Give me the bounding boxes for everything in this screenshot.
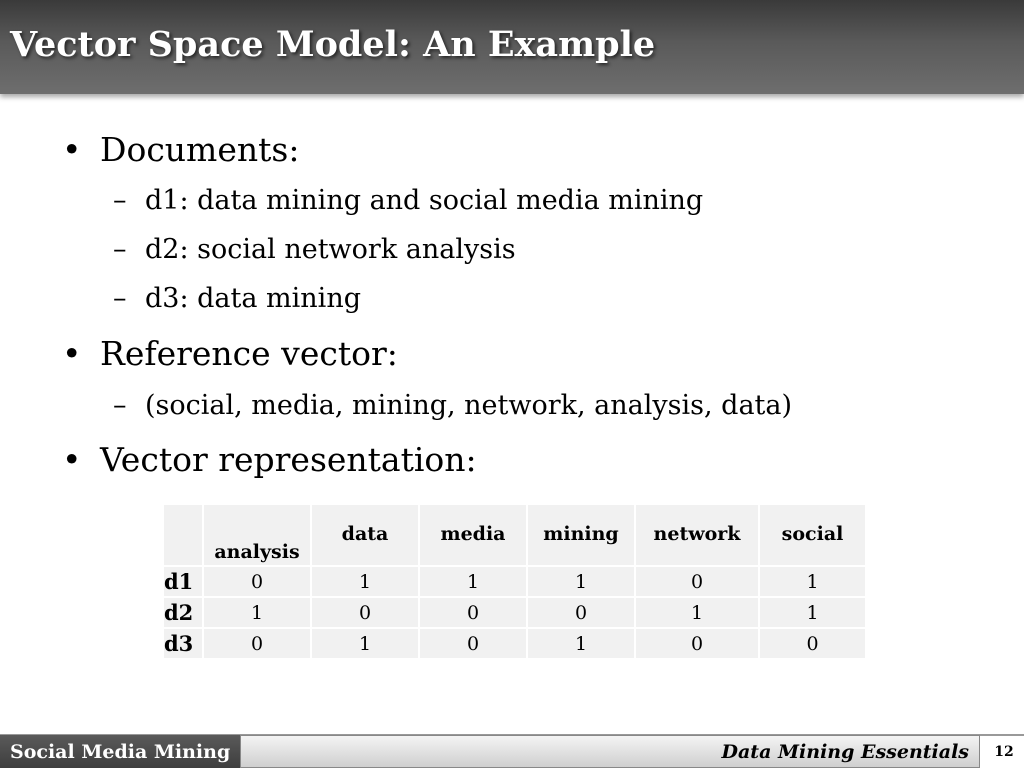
slide-header xyxy=(0,0,1024,94)
table-cell: 0 xyxy=(528,598,634,627)
dash-mark: – xyxy=(113,185,127,216)
table-cell: 0 xyxy=(204,567,310,596)
subbullet-text: d2: social network analysis xyxy=(145,234,516,265)
vector-table xyxy=(162,503,867,660)
table-cell: 1 xyxy=(760,598,865,627)
column-header: network xyxy=(636,505,758,565)
table-header-row xyxy=(164,505,865,565)
subbullet-d2 xyxy=(113,234,516,265)
table-cell: 1 xyxy=(420,567,526,596)
dash-mark: – xyxy=(113,283,127,314)
row-label: d3 xyxy=(164,629,202,658)
column-header: social xyxy=(760,505,865,565)
table-row xyxy=(164,598,865,627)
bullet-documents xyxy=(62,130,299,169)
table-cell: 1 xyxy=(636,598,758,627)
footer-chapter-title: Data Mining Essentials xyxy=(240,735,980,768)
table-corner-cell xyxy=(164,505,202,565)
table-cell: 0 xyxy=(420,598,526,627)
bullet-label: Vector representation: xyxy=(100,440,477,479)
table-cell: 0 xyxy=(204,629,310,658)
table-cell: 1 xyxy=(528,629,634,658)
table-row xyxy=(164,629,865,658)
column-header: mining xyxy=(528,505,634,565)
dash-mark: – xyxy=(113,390,127,421)
footer-course-title: Social Media Mining xyxy=(0,735,240,768)
table-cell: 1 xyxy=(204,598,310,627)
bullet-mark: • xyxy=(62,440,82,479)
subbullet-text: (social, media, mining, network, analysis, data) xyxy=(145,390,793,421)
table-cell: 1 xyxy=(312,629,418,658)
table-cell: 0 xyxy=(760,629,865,658)
bullet-mark: • xyxy=(62,130,82,169)
column-header: media xyxy=(420,505,526,565)
bullet-vector-representation xyxy=(62,440,477,479)
table-cell: 0 xyxy=(420,629,526,658)
row-label: d2 xyxy=(164,598,202,627)
table-cell: 0 xyxy=(636,567,758,596)
table-cell: 1 xyxy=(760,567,865,596)
page-number: 12 xyxy=(994,743,1014,760)
subbullet-text: d1: data mining and social media mining xyxy=(145,185,704,216)
subbullet-d1 xyxy=(113,185,703,216)
column-header: analysis xyxy=(204,505,310,565)
table-cell: 0 xyxy=(636,629,758,658)
bullet-label: Documents: xyxy=(100,130,300,169)
column-header: data xyxy=(312,505,418,565)
slide-title: Vector Space Model: An Example xyxy=(10,24,656,65)
table-cell: 1 xyxy=(312,567,418,596)
bullet-reference-vector xyxy=(62,334,398,373)
subbullet-reference xyxy=(113,390,792,421)
table-cell: 1 xyxy=(528,567,634,596)
subbullet-text: d3: data mining xyxy=(145,283,361,314)
bullet-label: Reference vector: xyxy=(100,334,398,373)
table-row xyxy=(164,567,865,596)
subbullet-d3 xyxy=(113,283,361,314)
row-label: d1 xyxy=(164,567,202,596)
bullet-mark: • xyxy=(62,334,82,373)
table-cell: 0 xyxy=(312,598,418,627)
dash-mark: – xyxy=(113,234,127,265)
